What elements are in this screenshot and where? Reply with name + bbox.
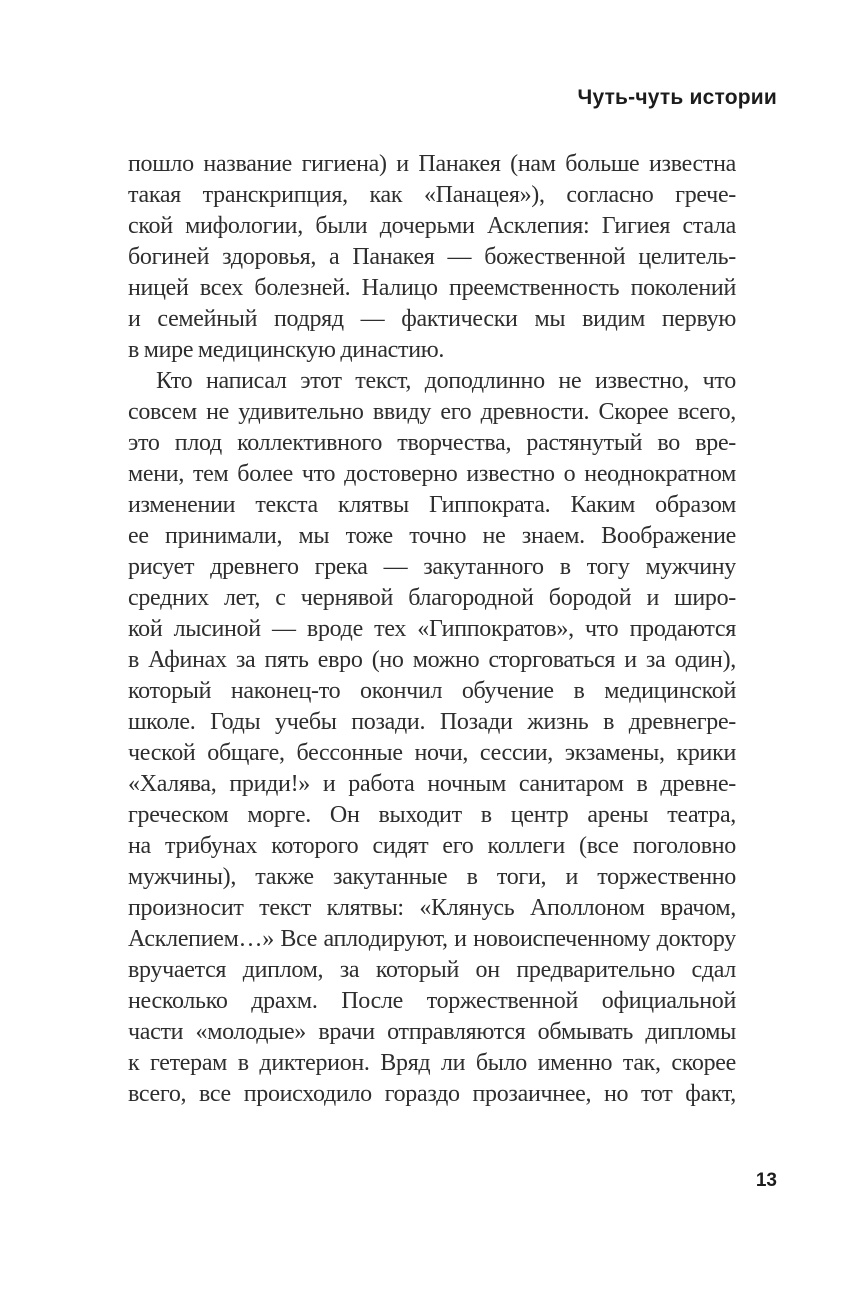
text-line: который наконец-то окончил обучение в медицинской — [128, 678, 736, 704]
text-line: мужчины), также закутанные в тоги, и торжественно — [128, 864, 736, 890]
paragraph — [128, 366, 736, 1110]
text-line: греческом морге. Он выходит в центр арены театра, — [128, 802, 736, 828]
text-line: Асклепием…» Все аплодируют, и новоиспеченному доктору — [128, 926, 736, 952]
text-line: ческой общаге, бессонные ночи, сессии, экзамены, крики — [128, 740, 736, 766]
text-line: на трибунах которого сидят его коллеги (все поголовно — [128, 833, 736, 859]
body-text — [128, 149, 736, 1110]
paragraph — [128, 149, 736, 366]
text-line: вручается диплом, за который он предварительно сдал — [128, 957, 736, 983]
text-line: кой лысиной — вроде тех «Гиппократов», что продаются — [128, 616, 736, 642]
text-line: в Афинах за пять евро (но можно сторговаться и за один), — [128, 647, 736, 673]
text-line: произносит текст клятвы: «Клянусь Аполлоном врачом, — [128, 895, 736, 921]
text-line: богиней здоровья, а Панакея — божественной целитель- — [128, 244, 736, 270]
text-line: такая транскрипция, как «Панацея»), согласно грече- — [128, 182, 736, 208]
running-header: Чуть-чуть истории — [577, 86, 777, 109]
text-line: и семейный подряд — фактически мы видим первую — [128, 306, 736, 332]
text-line: «Халява, приди!» и работа ночным санитаром в древне- — [128, 771, 736, 797]
text-line: совсем не удивительно ввиду его древности. Скорее всего, — [128, 399, 736, 425]
text-line: изменении текста клятвы Гиппократа. Каким образом — [128, 492, 736, 518]
text-line: в мире медицинскую династию. — [128, 337, 445, 363]
text-line: ее принимали, мы тоже точно не знаем. Воображение — [128, 523, 736, 549]
page-number: 13 — [755, 1170, 777, 1191]
text-line: части «молодые» врачи отправляются обмывать дипломы — [128, 1019, 736, 1045]
text-line: всего, все происходило гораздо прозаичнее, но тот факт, — [128, 1081, 736, 1107]
text-line: средних лет, с чернявой благородной бородой и широ- — [128, 585, 736, 611]
text-line: ской мифологии, были дочерьми Асклепия: Гигиея стала — [128, 213, 736, 239]
text-line: это плод коллективного творчества, растянутый во вре- — [128, 430, 736, 456]
text-line: несколько драхм. После торжественной официальной — [128, 988, 736, 1014]
text-line: Кто написал этот текст, доподлинно не известно, что — [156, 368, 736, 394]
text-line: ницей всех болезней. Налицо преемственность поколений — [128, 275, 736, 301]
text-line: к гетерам в диктерион. Вряд ли было именно так, скорее — [128, 1050, 736, 1076]
text-line: мени, тем более что достоверно известно о неоднократном — [128, 461, 736, 487]
text-line: рисует древнего грека — закутанного в тогу мужчину — [128, 554, 736, 580]
text-line: пошло название гигиена) и Панакея (нам больше известна — [128, 151, 736, 177]
text-line: школе. Годы учебы позади. Позади жизнь в древнегре- — [128, 709, 736, 735]
